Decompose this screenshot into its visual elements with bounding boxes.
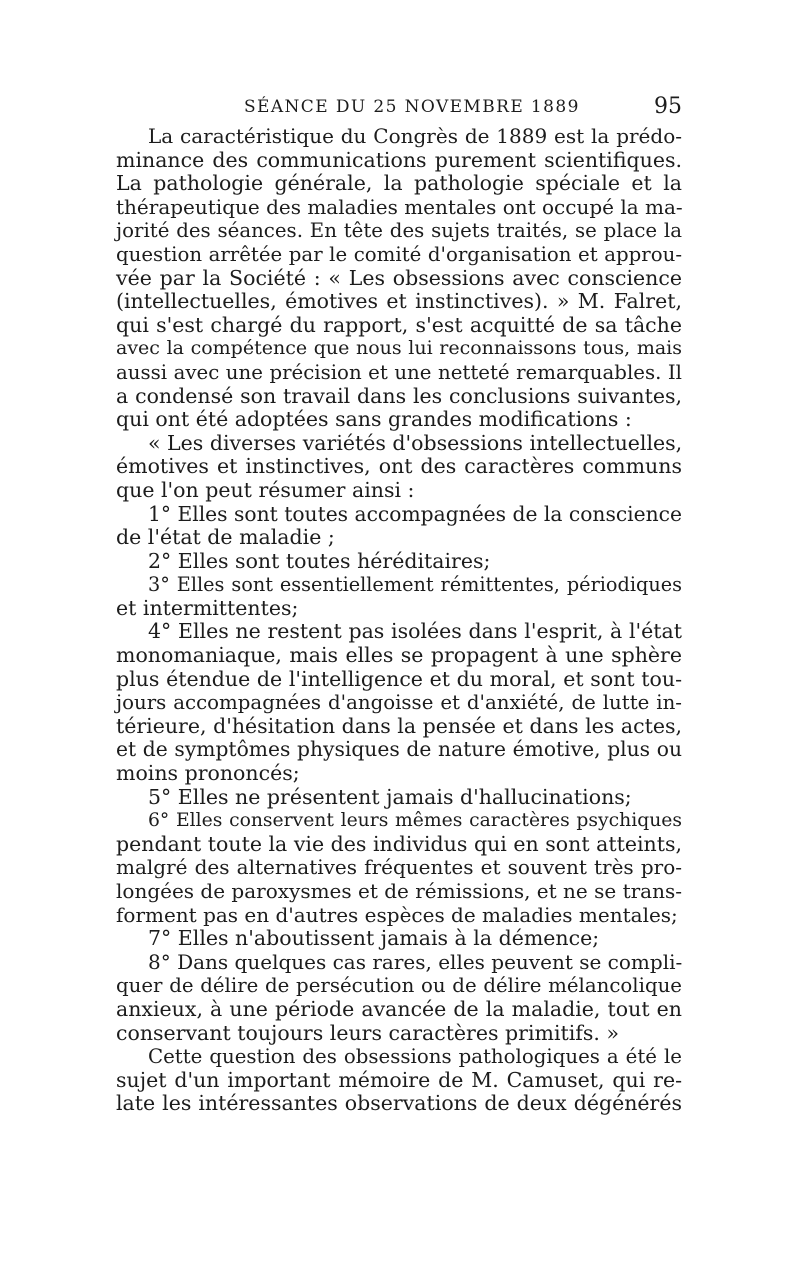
- text-line: qui s'est chargé du rapport, s'est acquitté de sa tâche: [116, 312, 682, 337]
- text-line: late les intéressantes observations de deux dégénérés: [116, 1091, 682, 1116]
- text-line: thérapeutique des maladies mentales ont occupé la ma-: [116, 194, 683, 219]
- text-line: 7° Elles n'aboutissent jamais à la démence;: [148, 926, 600, 951]
- text-line: 5° Elles ne présentent jamais d'hallucinations;: [148, 784, 632, 809]
- text-line: question arrêtée par le comité d'organisation et approu-: [116, 242, 682, 266]
- text-line: 4° Elles ne restent pas isolées dans l'esprit, à l'état: [148, 619, 682, 644]
- text-line: plus étendue de l'intelligence et du moral, et sont tou-: [116, 666, 682, 691]
- text-line: qui ont été adoptées sans grandes modifications :: [116, 407, 632, 432]
- text-line: Cette question des obsessions pathologiques a été le: [148, 1045, 682, 1069]
- text-line: 3° Elles sont essentiellement rémittentes, périodiques: [148, 573, 682, 597]
- text-line: aussi avec une précision et une netteté remarquables. Il: [116, 360, 682, 384]
- text-line: malgré des alternatives fréquentes et souvent très pro-: [116, 855, 682, 880]
- text-line: 2° Elles sont toutes héréditaires;: [148, 548, 491, 573]
- text-line: anxieux, à une période avancée de la maladie, tout en: [116, 996, 682, 1021]
- text-line: La pathologie générale, la pathologie spéciale et la: [116, 171, 682, 196]
- text-line: et intermittentes;: [116, 595, 299, 620]
- text-line: vée par la Société : « Les obsessions avec conscience: [116, 265, 682, 290]
- text-line: moins prononcés;: [116, 761, 300, 786]
- text-line: 8° Dans quelques cas rares, elles peuvent se compli-: [148, 949, 683, 974]
- text-line: longées de paroxysmes et de rémissions, et ne se trans-: [116, 879, 682, 903]
- text-line: 1° Elles sont toutes accompagnées de la conscience: [148, 501, 683, 526]
- text-line: forment pas en d'autres espèces de maladies mentales;: [116, 902, 678, 927]
- text-line: (intellectuelles, émotives et instinctives). » M. Falret,: [116, 289, 682, 314]
- text-line: La caractéristique du Congrès de 1889 est la prédo-: [148, 124, 682, 148]
- text-line: et de symptômes physiques de nature émotive, plus ou: [116, 737, 682, 762]
- text-line: que l'on peut résumer ainsi :: [116, 477, 415, 502]
- text-line: quer de délire de persécution ou de délire mélancolique: [116, 974, 682, 998]
- text-line: a condensé son travail dans les conclusions suivantes,: [116, 383, 682, 408]
- page-number: 95: [654, 94, 682, 119]
- text-line: 6° Elles conservent leurs mêmes caractères psychiques: [148, 810, 682, 832]
- text-line: monomaniaque, mais elles se propagent à une sphère: [116, 643, 682, 668]
- text-line: jours accompagnées d'angoisse et d'anxiété, de lutte in-: [116, 691, 682, 715]
- text-line: pendant toute la vie des individus qui en sont atteints,: [116, 831, 682, 856]
- text-line: « Les diverses variétés d'obsessions intellectuelles,: [148, 430, 683, 455]
- text-line: avec la compétence que nous lui reconnaissons tous, mais: [116, 337, 682, 360]
- text-line: térieure, d'hésitation dans la pensée et dans les actes,: [116, 713, 682, 738]
- body-text: [116, 125, 682, 1116]
- text-line: jorité des séances. En tête des sujets traités, se place la: [116, 219, 682, 243]
- text-line: conservant toujours leurs caractères primitifs. »: [116, 1020, 619, 1045]
- running-title: SÉANCE DU 25 NOVEMBRE 1889: [244, 97, 580, 117]
- text-line: émotives et instinctives, ont des caractères communs: [116, 454, 682, 479]
- text-line: sujet d'un important mémoire de M. Camuset, qui re-: [116, 1067, 682, 1092]
- text-line: de l'état de maladie ;: [116, 525, 335, 550]
- running-header: [116, 91, 682, 123]
- text-line: minance des communications purement scientifiques.: [116, 147, 682, 172]
